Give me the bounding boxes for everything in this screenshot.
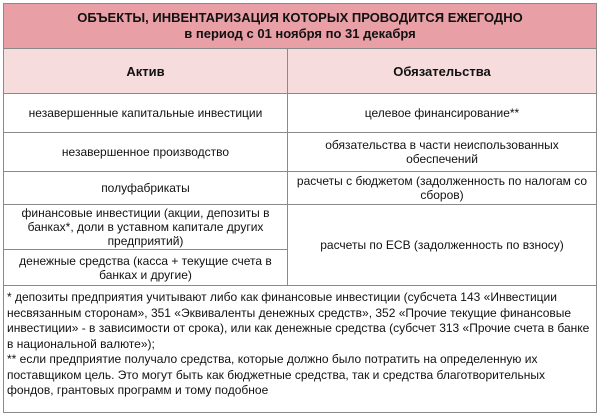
- header-liabilities: Обязательства: [393, 63, 491, 79]
- asset-cell-cash: денежные средства (касса + текущие счета в банках и другие): [19, 253, 272, 282]
- header-assets: Актив: [4, 49, 288, 93]
- table-row: [4, 172, 596, 205]
- asset-cell-financial-investments: финансовые инвестиции (акции, депозиты в банках*, доли в уставном капитале других предприятий): [4, 205, 287, 250]
- asset-cell: незавершенные капитальные инвестиции: [4, 94, 288, 132]
- liability-cell: целевое финансирование**: [364, 106, 520, 120]
- liability-cell-esv: расчеты по ЕСВ (задолженность по взносу): [320, 238, 564, 252]
- asset-cell: полуфабрикаты: [4, 172, 288, 204]
- title-line-2: в период с 01 ноября по 31 декабря: [184, 26, 416, 41]
- table-title: [4, 4, 596, 49]
- title-line-1: ОБЪЕКТЫ, ИНВЕНТАРИЗАЦИЯ КОТОРЫХ ПРОВОДИТСЯ ЕЖЕГОДНО: [77, 10, 523, 25]
- merged-assets: [4, 205, 288, 285]
- footnotes: [4, 286, 596, 399]
- table-row: [4, 133, 596, 172]
- inventory-table-document: [3, 3, 597, 413]
- footnote-1: * депозиты предприятия учитывают либо как финансовые инвестиции (субсчета 143 «Инвестиции несвязанным сторонам», 351 «Эквиваленты денежных средств», 352 «Прочие текущие финансовые инвестиции» - в зависимости от срока), или как денежные средства (субсчет 313 «Прочие счета в банке в национальной валюте»);: [7, 290, 590, 351]
- column-headers: [4, 49, 596, 94]
- asset-cell: незавершенное производство: [4, 133, 288, 171]
- merged-row: [4, 205, 596, 286]
- liability-cell: расчеты с бюджетом (задолженность по налогам со сборов): [296, 174, 588, 202]
- footnote-2: ** если предприятие получало средства, которые должно было потратить на определенную их поставщиком цель. Это могут быть как бюджетные средства, так и средства благотворительных фондов, грантовых программ и тому подобное: [7, 352, 545, 397]
- liability-cell: обязательства в части неиспользованных обеспечений: [325, 138, 559, 166]
- table-row: [4, 94, 596, 133]
